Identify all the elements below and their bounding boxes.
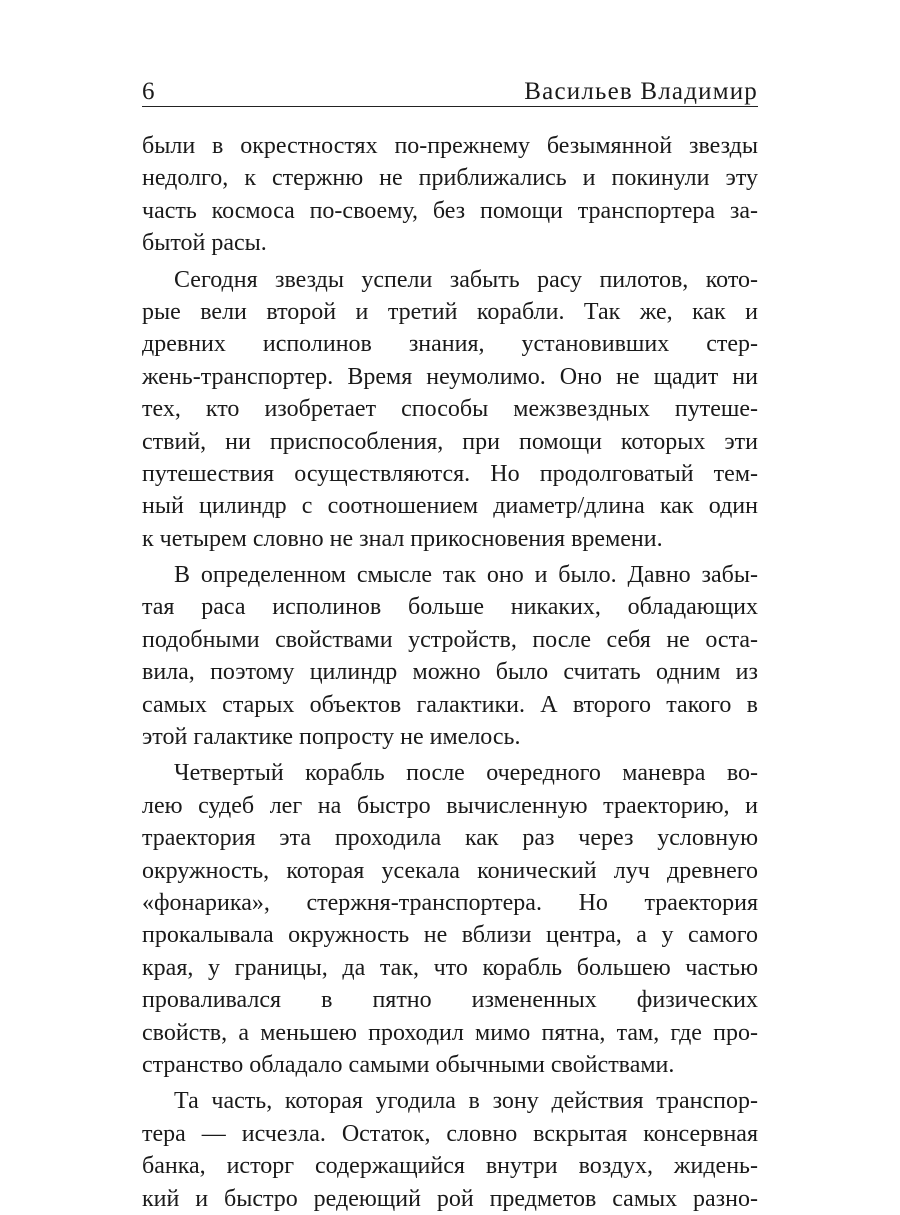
text-line: вила, поэтому цилиндр можно было считать одним из xyxy=(142,659,758,686)
text-line: Та часть, которая угодила в зону действия транспор- xyxy=(174,1088,758,1115)
paragraph xyxy=(142,130,758,260)
text-line: жень-транспортер. Время неумолимо. Оно не щадит ни xyxy=(142,363,758,390)
text-line: самых старых объектов галактики. А второго такого в xyxy=(142,691,758,718)
text-line: В определенном смысле так оно и было. Давно забы- xyxy=(174,562,758,589)
page-number: 6 xyxy=(142,78,155,105)
text-line: Четвертый корабль после очередного маневра во- xyxy=(174,760,758,787)
text-line: «фонарика», стержня-транспортера. Но траектория xyxy=(142,889,758,916)
text-line: рые вели второй и третий корабли. Так же, как и xyxy=(142,298,758,325)
text-line: окружность, которая усекала конический луч древнего xyxy=(142,857,758,884)
text-line: подобными свойствами устройств, после себя не оста- xyxy=(142,626,758,653)
text-line: проваливался в пятно измененных физических xyxy=(142,987,758,1014)
header-rule xyxy=(142,106,758,107)
paragraph xyxy=(142,264,758,556)
text-line: бытой расы. xyxy=(142,230,267,257)
text-line: кий и быстро редеющий рой предметов самых разно- xyxy=(142,1185,758,1212)
text-line: тех, кто изобретает способы межзвездных путеше- xyxy=(142,396,758,423)
text-line: были в окрестностях по-прежнему безымянной звезды xyxy=(142,133,758,159)
body-text xyxy=(142,130,758,1215)
text-line: этой галактике попросту не имелось. xyxy=(142,724,521,751)
text-line: ный цилиндр с соотношением диаметр/длина как один xyxy=(142,493,758,520)
running-head-author: Васильев Владимир xyxy=(524,78,758,105)
text-line: тера — исчезла. Остаток, словно вскрытая консервная xyxy=(142,1120,758,1147)
text-line: тая раса исполинов больше никаких, обладающих xyxy=(142,594,758,621)
paragraph xyxy=(142,757,758,1081)
text-line: недолго, к стержню не приближались и покинули эту xyxy=(142,165,758,192)
text-line: к четырем словно не знал прикосновения времени. xyxy=(142,525,663,552)
text-line: лею судеб лег на быстро вычисленную траекторию, и xyxy=(142,792,758,819)
paragraph xyxy=(142,1085,758,1215)
text-line: прокалывала окружность не вблизи центра, а у самого xyxy=(142,922,758,949)
text-line: края, у границы, да так, что корабль большею частью xyxy=(142,954,758,981)
text-line: банка, исторг содержащийся внутри воздух, жидень- xyxy=(142,1153,758,1180)
text-line: часть космоса по-своему, без помощи транспортера за- xyxy=(142,197,758,224)
text-line: путешествия осуществляются. Но продолговатый тем- xyxy=(142,460,758,487)
running-head xyxy=(142,66,758,106)
text-line: траектория эта проходила как раз через условную xyxy=(142,825,758,852)
text-line: ствий, ни приспособления, при помощи которых эти xyxy=(142,428,758,455)
text-line: свойств, а меньшею проходил мимо пятна, там, где про- xyxy=(142,1019,758,1046)
text-line: древних исполинов знания, установивших стер- xyxy=(142,331,758,358)
paragraph xyxy=(142,559,758,753)
text-line: Сегодня звезды успели забыть расу пилотов, кото- xyxy=(174,266,758,293)
text-line: странство обладало самыми обычными свойствами. xyxy=(142,1051,675,1078)
